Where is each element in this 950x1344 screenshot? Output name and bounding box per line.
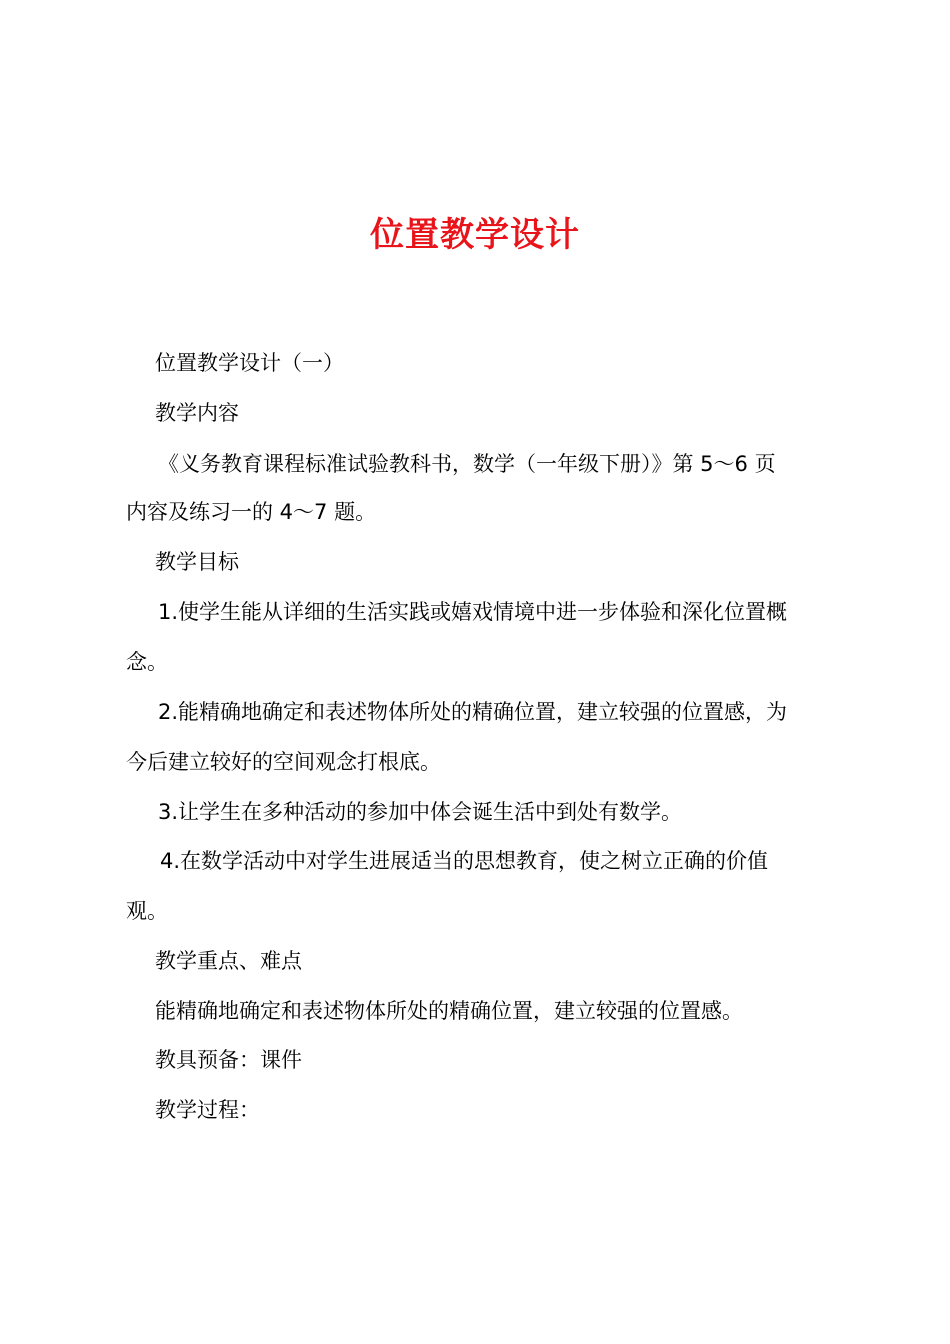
document-title: 位置教学设计 (370, 215, 580, 255)
paragraph-line: 教具预备：课件 (155, 1048, 302, 1072)
paragraph-line: 内容及练习一的 4～7 题。 (126, 500, 377, 524)
paragraph-line: 3.让学生在多种活动的参加中体会诞生活中到处有数学。 (158, 800, 683, 824)
paragraph-line: 今后建立较好的空间观念打根底。 (126, 750, 441, 774)
paragraph-line: 2.能精确地确定和表述物体所处的精确位置，建立较强的位置感，为 (158, 700, 788, 724)
section-heading: 教学重点、难点 (155, 949, 302, 973)
section-heading: 教学目标 (155, 550, 239, 574)
paragraph-line: 《义务教育课程标准试验教科书，数学（一年级下册）》第 5～6 页 (158, 452, 776, 476)
paragraph-line: 1.使学生能从详细的生活实践或嬉戏情境中进一步体验和深化位置概 (158, 600, 788, 624)
section-heading: 教学过程： (155, 1098, 260, 1122)
paragraph-line: 观。 (126, 899, 168, 923)
section-heading: 位置教学设计（一） (155, 351, 344, 375)
paragraph-line: 念。 (126, 650, 168, 674)
paragraph-line: 4.在数学活动中对学生进展适当的思想教育，使之树立正确的价值 (160, 849, 769, 873)
section-heading: 教学内容 (155, 401, 239, 425)
paragraph-line: 能精确地确定和表述物体所处的精确位置，建立较强的位置感。 (155, 999, 743, 1023)
